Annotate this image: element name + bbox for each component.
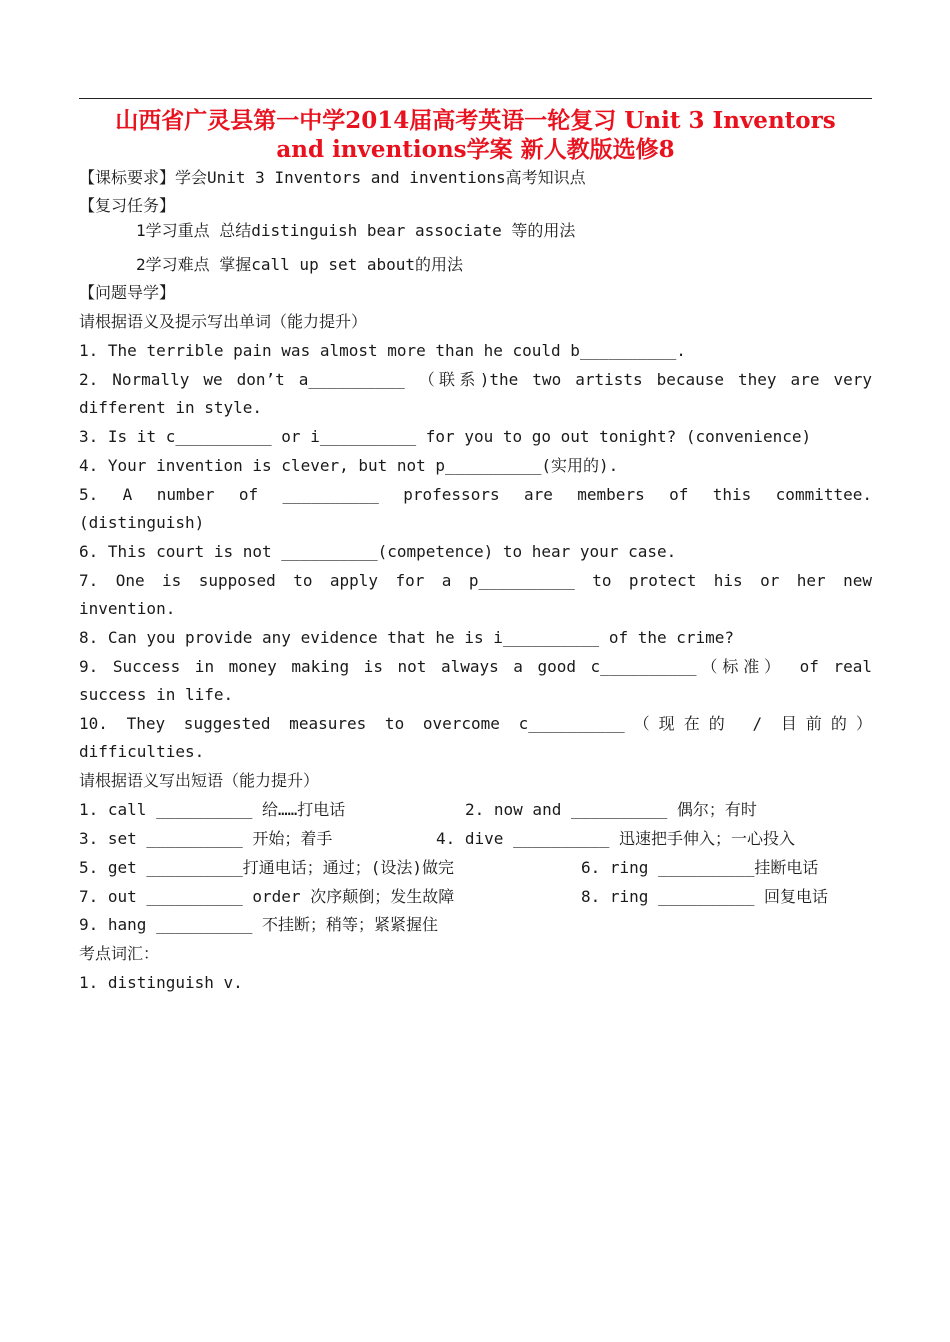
wenti-label: 【问题导学】 xyxy=(79,283,176,302)
phrase-item-7: 7. out __________ order 次序颠倒；发生故障 xyxy=(79,887,455,906)
phrase-item-1: 1. call __________ 给……打电话 xyxy=(79,800,346,819)
exercise-10 xyxy=(79,714,872,734)
fuxi-label: 【复习任务】 xyxy=(79,196,176,215)
exercise-text: Success in money making is not always a good c__________（标准） of real xyxy=(112,657,872,676)
kebiao-label: 【课标要求】 xyxy=(79,168,176,187)
kebiao-line xyxy=(79,168,872,188)
phrase-item-9: 9. hang __________ 不挂断；稍等；紧紧握住 xyxy=(79,915,439,934)
exercise-8 xyxy=(79,628,872,648)
exercise-3 xyxy=(79,427,872,447)
exercise-text: Normally we don’t a__________ （联系)the two artists because they are very xyxy=(112,370,872,389)
exercise-text: Can you provide any evidence that he is i__________ of the crime? xyxy=(107,628,735,647)
kebiao-text: 学会Unit 3 Inventors and inventions高考知识点 xyxy=(175,168,586,187)
exercise-7-continuation: invention. xyxy=(79,599,176,618)
part2-heading: 请根据语义写出短语（能力提升） xyxy=(79,771,320,790)
exercise-2 xyxy=(79,370,872,390)
exercise-number: 1. xyxy=(79,341,99,360)
exercise-text: Your invention is clever, but not p__________(实用的). xyxy=(107,456,619,475)
fuxi-item-1: 1学习重点 总结distinguish bear associate 等的用法 xyxy=(136,221,576,240)
exercise-text: Is it c__________ or i__________ for you to go out tonight? (convenience) xyxy=(107,427,812,446)
exercise-text: They suggested measures to overcome c__________（现在的 / 目前的） xyxy=(126,714,872,733)
exercise-9 xyxy=(79,657,872,677)
exercise-5-continuation: (distinguish) xyxy=(79,513,205,532)
kaodian-item-1: 1. distinguish v. xyxy=(79,973,243,992)
title-line-1: 山西省广灵县第一中学2014届高考英语一轮复习 Unit 3 Inventors xyxy=(115,107,836,134)
exercise-number: 6. xyxy=(79,542,99,561)
exercise-text: The terrible pain was almost more than he could b__________. xyxy=(107,341,686,360)
exercise-number: 8. xyxy=(79,628,99,647)
exercise-number: 4. xyxy=(79,456,99,475)
header-rule xyxy=(79,98,872,99)
phrase-item-6: 6. ring __________挂断电话 xyxy=(581,858,819,877)
exercise-6 xyxy=(79,542,872,562)
part1-heading: 请根据语义及提示写出单词（能力提升） xyxy=(79,312,368,331)
exercise-number: 9. xyxy=(79,657,99,676)
document-title xyxy=(79,106,872,164)
exercise-text: A number of __________ professors are members of this committee. xyxy=(122,485,873,504)
exercise-text: This court is not __________(competence) to hear your case. xyxy=(107,542,677,561)
exercise-7 xyxy=(79,571,872,591)
title-line-2: and inventions学案 新人教版选修8 xyxy=(276,136,675,163)
exercise-number: 3. xyxy=(79,427,99,446)
exercise-4 xyxy=(79,456,872,476)
phrase-item-2: 2. now and __________ 偶尔；有时 xyxy=(465,800,757,819)
exercise-1 xyxy=(79,341,872,361)
exercise-2-continuation: different in style. xyxy=(79,398,263,417)
phrase-item-8: 8. ring __________ 回复电话 xyxy=(581,887,829,906)
exercise-10-continuation: difficulties. xyxy=(79,742,205,761)
exercise-9-continuation: success in life. xyxy=(79,685,234,704)
exercise-text: One is supposed to apply for a p__________ to protect his or her new xyxy=(115,571,873,590)
exercise-5 xyxy=(79,485,872,505)
phrase-item-3: 3. set __________ 开始；着手 xyxy=(79,829,333,848)
kaodian-heading: 考点词汇： xyxy=(79,944,160,963)
fuxi-item-2: 2学习难点 掌握call up set about的用法 xyxy=(136,255,464,274)
phrase-item-4: 4. dive __________ 迅速把手伸入；一心投入 xyxy=(436,829,796,848)
phrase-item-5: 5. get __________打通电话；通过；(设法)做完 xyxy=(79,858,455,877)
exercise-number: 5. xyxy=(79,485,99,504)
exercise-number: 10. xyxy=(79,714,108,733)
exercise-number: 2. xyxy=(79,370,99,389)
exercise-number: 7. xyxy=(79,571,99,590)
